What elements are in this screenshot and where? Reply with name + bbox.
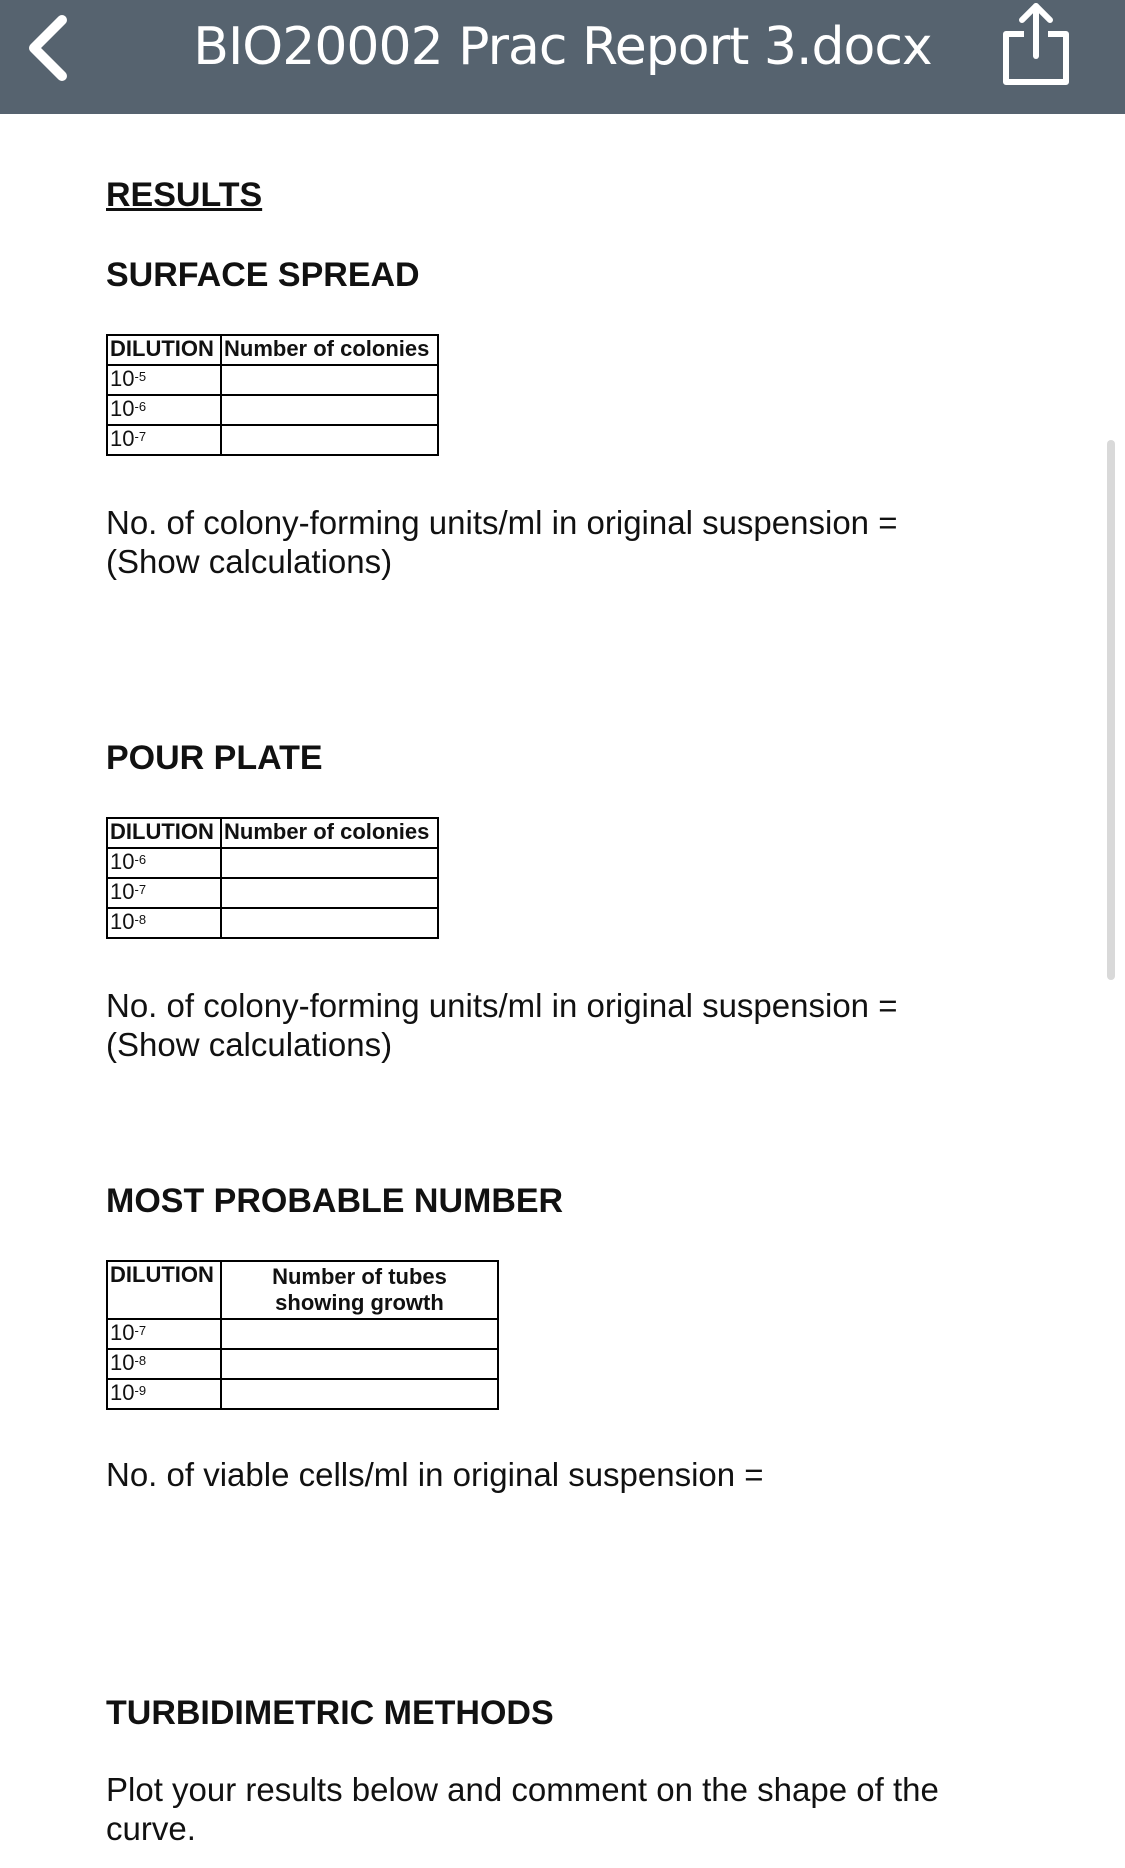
dilution-cell: $10^{-8}$ — [107, 1349, 221, 1379]
colonies-cell — [221, 365, 438, 395]
colonies-cell — [221, 878, 438, 908]
table-row — [107, 365, 438, 395]
mpn-table — [106, 1260, 499, 1410]
share-button[interactable] — [996, 0, 1076, 90]
surface-spread-cfu-text: No. of colony-forming units/ml in original suspension = — [106, 504, 898, 541]
pour-plate-cfu-text: No. of colony-forming units/ml in original suspension = — [106, 987, 898, 1024]
dilution-cell: $10^{-6}$ — [107, 395, 221, 425]
table-header-cell: Number of colonies — [221, 335, 438, 365]
table-row — [107, 848, 438, 878]
table-header-row — [107, 335, 438, 365]
back-button[interactable] — [22, 10, 82, 86]
colonies-cell — [221, 395, 438, 425]
dilution-cell: $10^{-6}$ — [107, 848, 221, 878]
pour-plate-calc-note: (Show calculations) — [106, 1026, 393, 1063]
table-header-cell: DILUTION — [107, 1261, 221, 1319]
turbidimetric-heading: TURBIDIMETRIC METHODS — [106, 1694, 554, 1732]
colonies-cell — [221, 908, 438, 938]
table-row — [107, 425, 438, 455]
turbidimetric-instruction-line1: Plot your results below and comment on the shape of the — [106, 1771, 939, 1808]
dilution-cell: $10^{-7}$ — [107, 878, 221, 908]
mpn-heading: MOST PROBABLE NUMBER — [106, 1182, 564, 1220]
table-row — [107, 395, 438, 425]
mpn-viable-cells-text: No. of viable cells/ml in original suspension = — [106, 1456, 764, 1493]
vertical-scrollbar[interactable] — [1107, 440, 1115, 980]
table-row — [107, 878, 438, 908]
dilution-cell: $10^{-8}$ — [107, 908, 221, 938]
dilution-cell: $10^{-5}$ — [107, 365, 221, 395]
tubes-cell — [221, 1379, 498, 1409]
surface-spread-calc-note: (Show calculations) — [106, 543, 393, 580]
surface-spread-heading: SURFACE SPREAD — [106, 256, 420, 294]
table-header-cell — [221, 1261, 498, 1319]
table-row — [107, 908, 438, 938]
top-navbar — [0, 0, 1125, 114]
dilution-cell: $10^{-7}$ — [107, 1319, 221, 1349]
dilution-cell: $10^{-9}$ — [107, 1379, 221, 1409]
table-header-row — [107, 1261, 498, 1319]
results-heading: RESULTS — [106, 176, 263, 214]
colonies-cell — [221, 848, 438, 878]
colonies-cell — [221, 425, 438, 455]
table-header-cell: DILUTION — [107, 335, 221, 365]
table-header-cell: Number of colonies — [221, 818, 438, 848]
table-row — [107, 1379, 498, 1409]
table-header-cell: DILUTION — [107, 818, 221, 848]
pour-plate-heading: POUR PLATE — [106, 739, 323, 777]
tubes-cell — [221, 1319, 498, 1349]
share-icon — [996, 0, 1076, 90]
chevron-left-icon — [22, 10, 82, 86]
table-row — [107, 1319, 498, 1349]
document-title: BIO20002 Prac Report 3.docx — [193, 17, 932, 77]
surface-spread-table — [106, 334, 439, 456]
tubes-cell — [221, 1349, 498, 1379]
mpn-header-line2: showing growth — [275, 1290, 444, 1315]
table-row — [107, 1349, 498, 1379]
turbidimetric-instruction-line2: curve. — [106, 1810, 196, 1847]
pour-plate-table — [106, 817, 439, 939]
document-body[interactable] — [0, 114, 1125, 1868]
mpn-header-line1: Number of tubes — [272, 1264, 447, 1289]
table-header-row — [107, 818, 438, 848]
dilution-cell: $10^{-7}$ — [107, 425, 221, 455]
